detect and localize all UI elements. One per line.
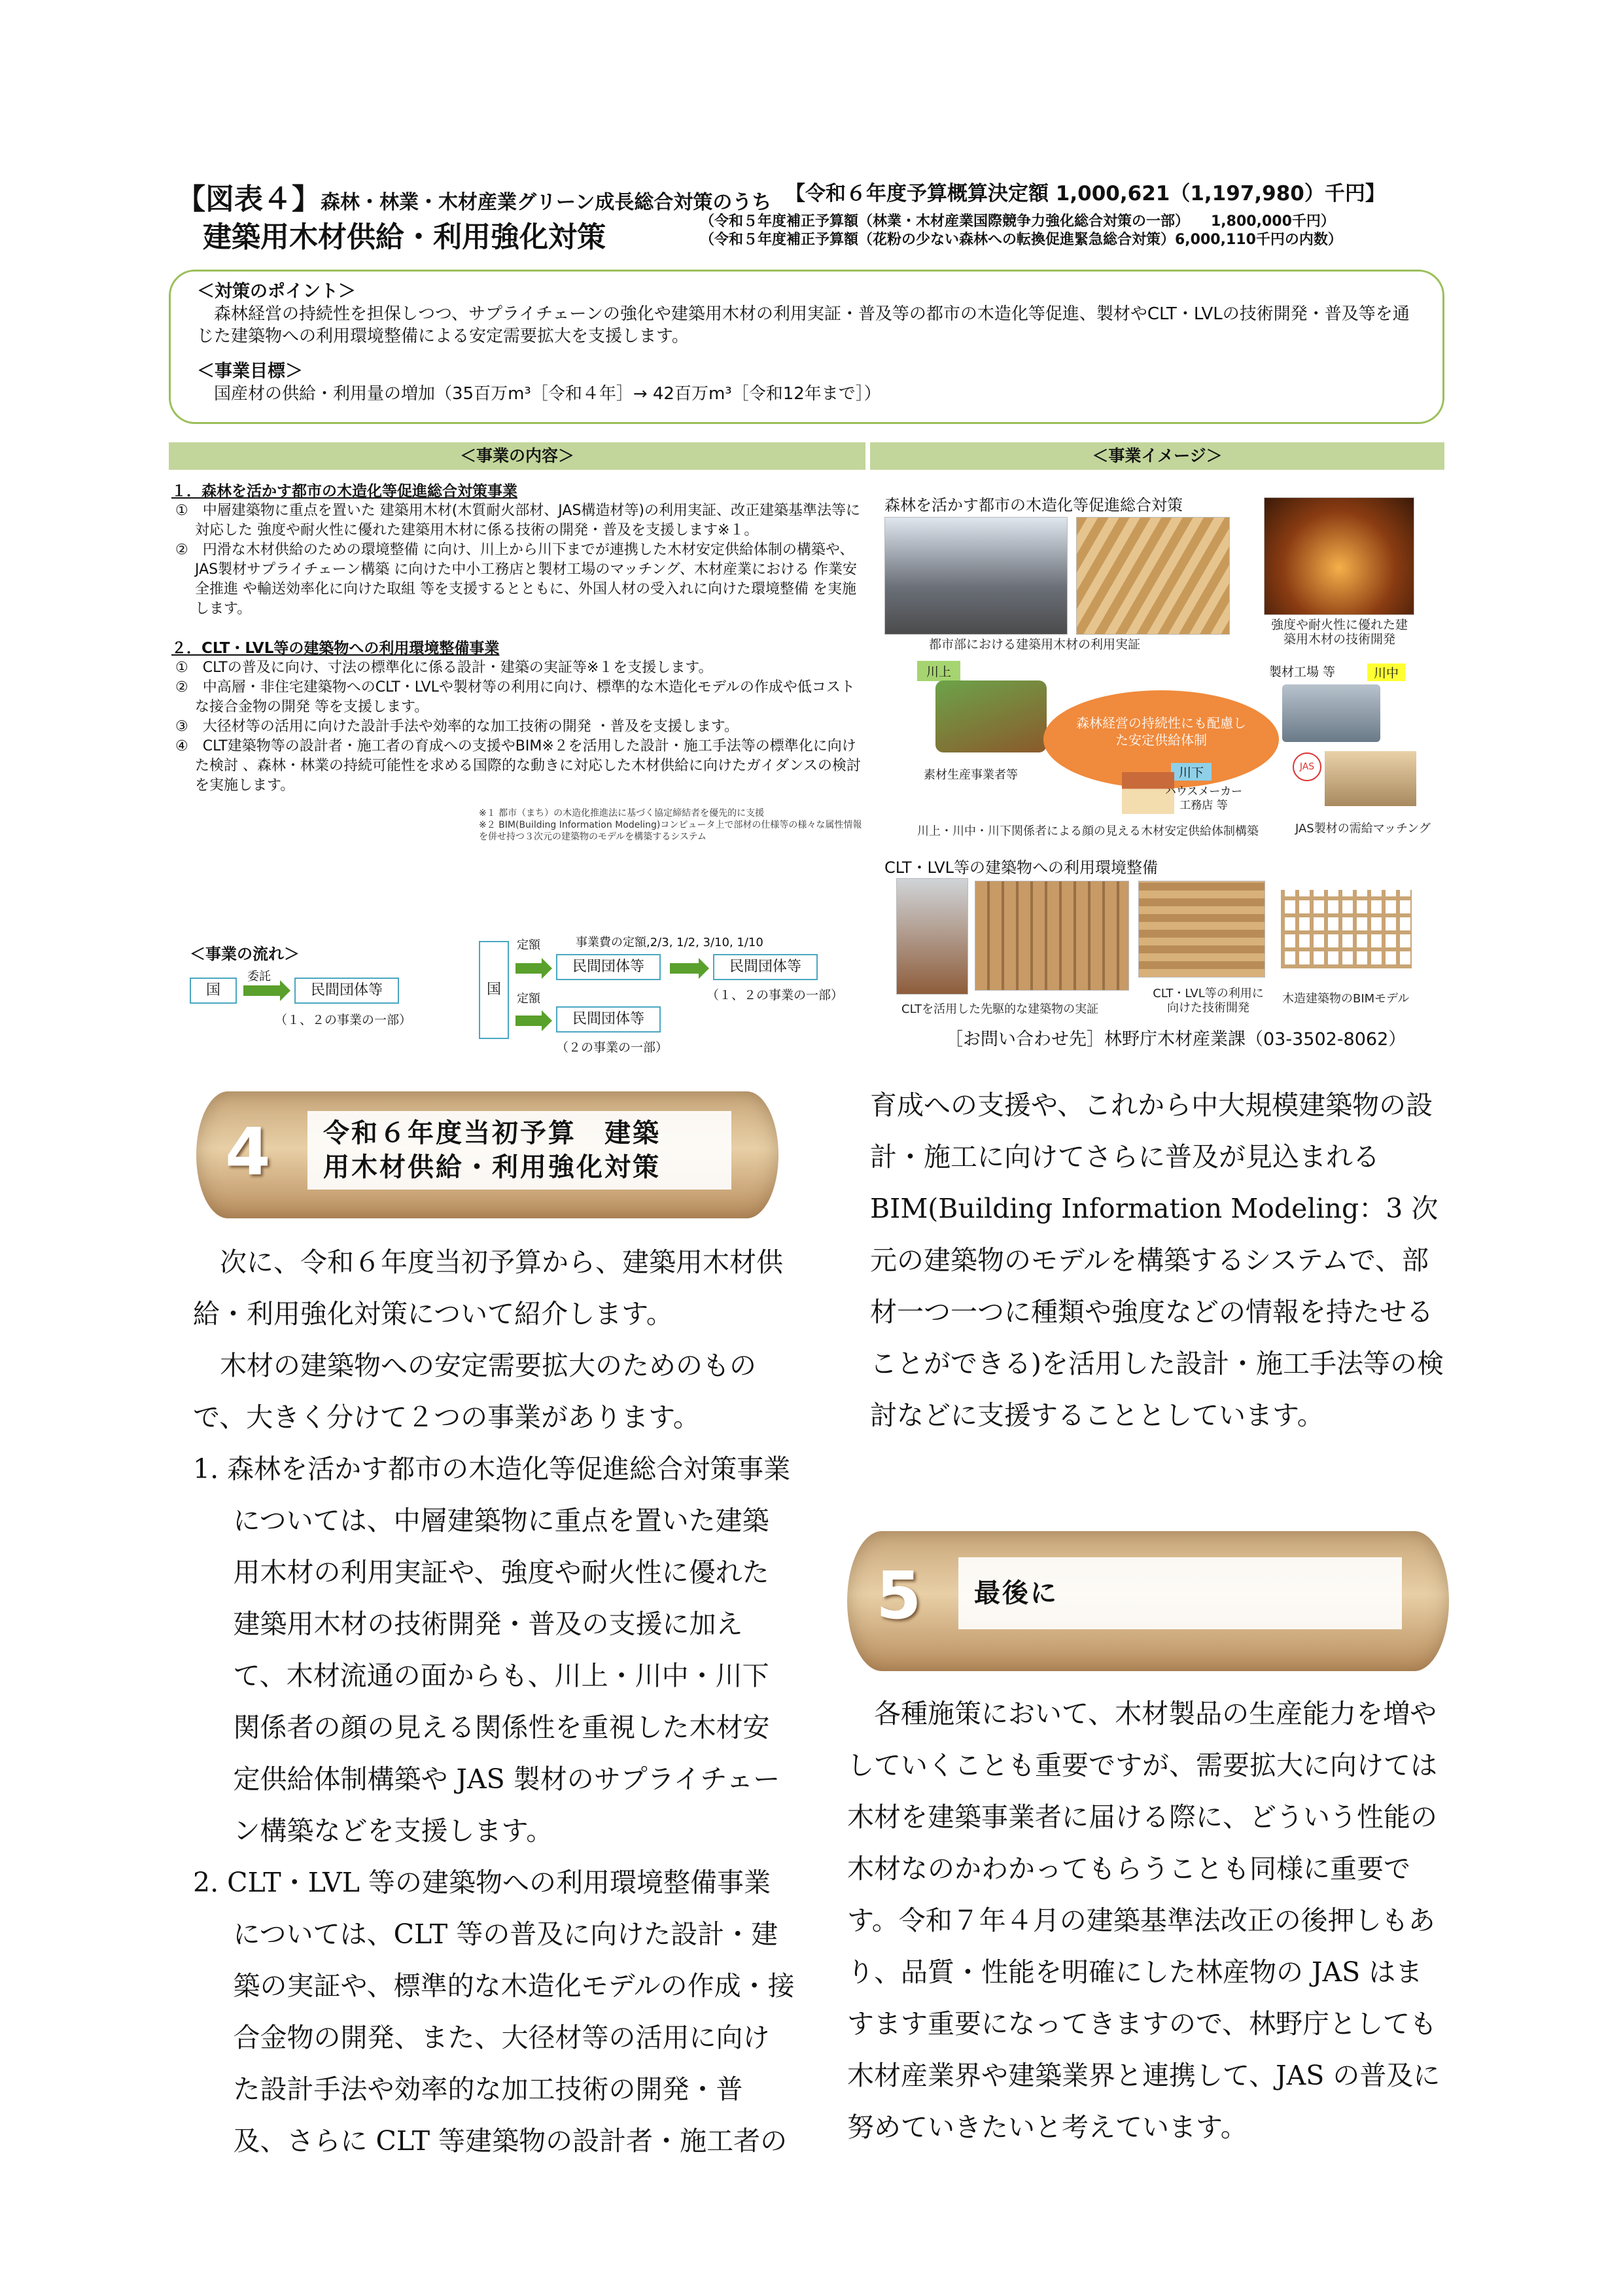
content-section-1: １．森林を活かす都市の木造化等促進総合対策事業 (171, 483, 517, 500)
article-paragraph: 木材の建築物への安定需要拡大のためのもので、大きく分けて２つの事業があります。 (193, 1350, 756, 1433)
flow-heading: ＜事業の流れ＞ (190, 945, 300, 963)
clt-construction-photo (975, 881, 1129, 991)
content-item: ③ 大径材等の活用に向けた設計手法や効率的な加工技術の開発 ・普及を支援します。 (175, 718, 739, 735)
flow-note-b: （１、２の事業の一部） (707, 988, 844, 1002)
content-band: ＜事業の内容＞ (169, 442, 865, 470)
flow-arrow (515, 963, 542, 974)
caption-urban: 都市部における建築用木材の利用実証 (929, 637, 1141, 652)
section-4-title-line2: 用木材供給・利用強化対策 (323, 1152, 661, 1182)
section-4-number: 4 (225, 1114, 271, 1190)
content-item: ② 中高層・非住宅建築物へのCLT・LVLや製材等の利用に向け、標準的な木造化モデルの作成や低コストな接合金物の開発 等を支援します。 (175, 679, 855, 715)
section-4-title-line1: 令和６年度当初予算 建築 (323, 1118, 661, 1148)
flow-private-box: 民間団体等 (556, 1006, 661, 1033)
flow-commission-label: 委託 (247, 970, 271, 983)
flow-fixed-label: 定額 (517, 938, 540, 952)
section-5-banner (847, 1531, 1449, 1671)
article-left-column (193, 1237, 795, 2167)
label-material: 素材生産事業者等 (924, 768, 1018, 782)
flow-private-box: 民間団体等 (556, 954, 661, 980)
label-housemaker: ハウスメーカー工務店 等 (1164, 785, 1243, 812)
flow-private-box: 民間団体等 (294, 978, 399, 1004)
fire-test-photo (1264, 497, 1414, 615)
footnote-1: ※１ 都市（まち）の木造化推進法に基づく協定締結者を優先的に支援 (479, 808, 765, 819)
flow-country-box: 国 (190, 978, 237, 1004)
caption-fire: 強度や耐火性に優れた建築用木材の技術開発 (1270, 618, 1408, 646)
section-5-number: 5 (876, 1557, 922, 1634)
clt-building-photo (896, 878, 968, 995)
section-4-banner (196, 1091, 778, 1218)
flow-note-c: （２の事業の一部） (556, 1040, 669, 1055)
caption-clt-lvl: CLT・LVL等の利用に向けた技術開発 (1153, 987, 1264, 1015)
flow-arrow (243, 985, 280, 996)
label-factory: 製材工場 等 (1269, 665, 1336, 679)
flow-country-box-2: 国 (479, 941, 509, 1039)
policy-point-box (169, 270, 1444, 424)
content-item: ① CLTの普及に向け、寸法の標準化に係る設計・建築の実証等※１を支援します。 (175, 660, 713, 676)
caption-jas: JAS製材の需給マッチング (1295, 822, 1431, 836)
goal-heading: ＜事業目標＞ (197, 361, 303, 381)
content-list (171, 478, 865, 843)
bim-model-image (1281, 890, 1412, 968)
content-item: ④ CLT建築物等の設計者・施工者の育成への支援やBIM※２を活用した設計・施工手法等の標準化に向けた検討 、森林・林業の持続可能性を求める国際的な動きに対応した木材供給に向けたガイダンスの検討 を実施します。 (175, 738, 861, 794)
section-4-title (307, 1111, 731, 1190)
forest-illustration (935, 680, 1047, 752)
caption-supply: 川上・川中・川下関係者による顔の見える木材安定供給体制構築 (917, 824, 1259, 838)
figure-subtitle: 建築用木材供給・利用強化対策 (203, 221, 606, 254)
urban-building-photo (884, 517, 1068, 635)
image-section-1-title: 森林を活かす都市の木造化等促進総合対策 (884, 496, 1183, 514)
flow-private-box: 民間団体等 (713, 954, 818, 980)
article-list-item-1: 1. 森林を活かす都市の木造化等促進総合対策事業については、中層建築物に重点を置いた建築用木材の利用実証や、強度や耐火性に優れた建築用木材の技術開発・普及の支援に加えて、木材流通の面からも、川上・川中・川下関係者の顔の見える関係性を重視した木材安定供給体制構築や JAS 製材のサプライチェーン構築などを支援します。 (193, 1453, 791, 1846)
caption-bim: 木造建築物のBIMモデル (1282, 992, 1410, 1006)
figure-title (177, 175, 771, 217)
flow-arrow (515, 1016, 542, 1026)
budget-main: 【令和６年度予算概算決定額 1,000,621（1,197,980）千円】 (785, 182, 1386, 205)
article-paragraph: 育成への支援や、これから中大規模建築物の設計・施工に向けてさらに普及が見込まれる BIM(Building Information Modeling：3 次元の建築物のモデルを構築するシステムで、部材一つ一つに種類や強度などの情報を持たせることができる)を活用した設計・施工手法等の検討などに支援することとしています。 (870, 1089, 1444, 1431)
label-kawashimo: 川下 (1171, 763, 1212, 781)
figure-prefix: 森林・林業・木材産業グリーン成長総合対策のうち (321, 191, 772, 214)
footnote-2: ※２ BIM(Building Information Modeling)コンピュータ上で部材の仕様等の様々な属性情報を併せ持つ３次元の建築物のモデルを構築するシステム (479, 820, 862, 842)
flow-rate-label: 事業費の定額,2/3, 1/2, 3/10, 1/10 (576, 936, 763, 949)
wooden-interior-photo (1076, 517, 1230, 635)
content-item: ② 円滑な木材供給のための環境整備 に向け、川上から川下までが連携した木材安定供給体制の構築や、JAS製材サプライチェーン構築 に向けた中小工務店と製材工場のマッチング、木材産業における 作業安全推進 や輸送効率化に向けた取組 等を支援するとともに、外国人材の受入れに向けた環境整備 を実施します。 (175, 542, 858, 617)
budget-sub1: （令和５年度補正予算額（林業・木材産業国際競争力強化総合対策の一部） 1,800,000千円） (700, 213, 1335, 230)
label-kawakami: 川上 (917, 661, 960, 681)
label-kawanaka: 川中 (1367, 663, 1405, 681)
factory-illustration (1282, 684, 1380, 742)
article-paragraph: 次に、令和６年度当初予算から、建築用木材供給・利用強化対策について紹介します。 (193, 1246, 783, 1330)
flow-note-a: （１、２の事業の一部） (275, 1013, 412, 1027)
goal-text: 国産材の供給・利用量の増加（35百万m³［令和４年］→ 42百万m³［令和12年まで］） (214, 384, 881, 404)
supply-center-label: 森林経営の持続性にも配慮した安定供給体制 (1076, 715, 1246, 748)
article-right-bottom (847, 1688, 1449, 2153)
clt-lvl-panel-photo (1138, 881, 1265, 978)
jas-mark: JAS (1293, 752, 1321, 781)
image-section-2-title: CLT・LVL等の建築物への利用環境整備 (884, 858, 1159, 877)
article-list-item-2: 2. CLT・LVL 等の建築物への利用環境整備事業については、CLT 等の普及に向けた設計・建築の実証や、標準的な木造化モデルの作成・接合金物の開発、また、大径材等の活用に向けた設計手法や効率的な加工技術の開発・普及、さらに CLT 等建築物の設計者・施工者の (193, 1867, 795, 2157)
flow-arrow (670, 963, 699, 974)
flow-fixed-label: 定額 (517, 992, 540, 1006)
jas-lumber-photo (1325, 751, 1416, 806)
figure-label: 【図表４】 (177, 183, 321, 216)
content-section-2: ２．CLT・LVL等の建築物への利用環境整備事業 (171, 640, 500, 657)
article-right-top (870, 1080, 1446, 1441)
points-text: 森林経営の持続性を担保しつつ、サプライチェーンの強化や建築用木材の利用実証・普及等の都市の木造化等促進、製材やCLT・LVLの技術開発・普及等を通じた建築物への利用環境整備による安定需要拡大を支援します。 (197, 304, 1410, 346)
contact-info: ［お問い合わせ先］林野庁木材産業課（03-3502-8062） (945, 1029, 1406, 1050)
points-heading: ＜対策のポイント＞ (197, 281, 356, 302)
image-band: ＜事業イメージ＞ (870, 442, 1444, 470)
section-5-title: 最後に (958, 1557, 1402, 1629)
caption-clt: CLTを活用した先駆的な建築物の実証 (901, 1002, 1099, 1016)
budget-sub2: （令和５年度補正予算額（花粉の少ない森林への転換促進緊急総合対策）6,000,110千円の内数） (700, 232, 1342, 248)
article-paragraph: 各種施策において、木材製品の生産能力を増やしていくことも重要ですが、需要拡大に向けては木材を建築事業者に届ける際に、どういう性能の木材なのかわかってもらうことも同様に重要です。令和７年４月の建築基準法改正の後押しもあり、品質・性能を明確にした林産物の JAS はますます重要になってきますので、林野庁としても木材産業界や建築業界と連携して、JAS の普及に努めていきたいと考えています。 (847, 1698, 1440, 2143)
content-item: ① 中層建築物に重点を置いた 建築用木材(木質耐火部材、JAS構造材等)の利用実証、改正建築基準法等に対応した 強度や耐火性に優れた建築用木材に係る技術の開発・普及を支援します※１。 (175, 503, 861, 539)
